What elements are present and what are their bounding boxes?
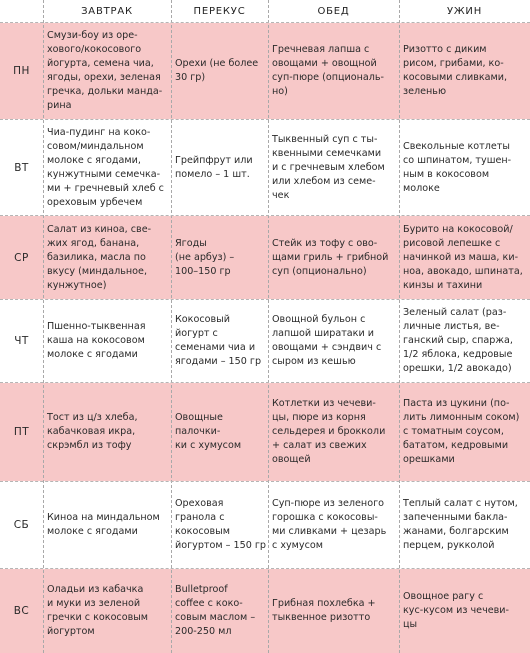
dinner-cell: Ризотто с диким рисом, грибами, ко- косовыми сливками, зеленью	[403, 44, 508, 97]
breakfast-cell: Оладьи из кабачка и муки из зеленой гречки с кокосовым йогуртом	[47, 584, 149, 637]
row-divider	[0, 299, 530, 300]
table-header	[0, 0, 530, 22]
header-dinner: УЖИН	[446, 5, 483, 17]
day-label: ПН	[13, 65, 30, 77]
table-row	[0, 383, 530, 481]
table-row	[0, 216, 530, 299]
dinner-cell: Бурито на кокосовой/ рисовой лепешке с начинкой из маша, ки- ноа, авокадо, шпината, кинзы и тахини	[403, 223, 523, 291]
table-row	[0, 300, 530, 382]
dinner-cell: Паста из цукини (по- лить лимонным соком) с томатным соусом, бататом, кедровыми орешками	[403, 398, 520, 465]
header-day	[0, 0, 43, 22]
snack-cell: Ягоды (не арбуз) – 100–150 гр	[175, 237, 235, 277]
day-label: ПТ	[13, 426, 30, 438]
dinner-cell: Теплый салат с нутом, запеченными бакла- жанами, болгарским перцем, рукколой	[403, 498, 518, 551]
table-row	[0, 23, 530, 119]
table-row	[0, 482, 530, 568]
lunch-cell: Суп-пюре из зеленого горошка с кокосовы- ми сливками + цезарь с хумусом	[272, 498, 387, 551]
row-divider	[0, 382, 530, 383]
row-divider	[0, 481, 530, 482]
row-divider	[0, 215, 530, 216]
breakfast-cell: Смузи-боу из оре- хового/кокосового йогурта, семена чиа, ягоды, орехи, зеленая гречка, дольки манда- рина	[47, 30, 163, 111]
column-divider	[399, 0, 400, 653]
breakfast-cell: Пшенно-тыквенная каша на кокосовом молоке с ягодами	[47, 321, 146, 360]
day-label: СР	[14, 251, 29, 264]
day-label: СБ	[13, 519, 30, 531]
row-divider	[0, 119, 530, 120]
breakfast-cell: Киноа на миндальном молоке с ягодами	[47, 512, 160, 537]
column-divider	[268, 0, 269, 653]
lunch-cell: Грибная похлебка + тыквенное ризотто	[272, 598, 376, 623]
day-label: ВС	[13, 605, 30, 617]
column-divider	[43, 0, 44, 653]
table-row	[0, 569, 530, 653]
header-lunch: ОБЕД	[317, 5, 350, 17]
dinner-cell: Овощное рагу с кус-кусом из чечеви- цы	[403, 591, 509, 630]
breakfast-cell: Тост из ц/з хлеба, кабачковая икра, скрэмбл из тофу	[47, 412, 138, 451]
lunch-cell: Котлетки из чечеви- цы, пюре из корня сельдерея и брокколи + салат из свежих овощей	[272, 398, 386, 465]
row-divider	[0, 22, 530, 23]
breakfast-cell: Чиа-пудинг на коко- совом/миндальном молоке с ягодами, кунжутными семечка- ми + гречневый хлеб с ореховым урбечем	[47, 126, 164, 208]
lunch-cell: Тыквенный суп с ты- квенными семечками и с гречневым хлебом или хлебом из семе- чек	[272, 133, 385, 201]
column-divider	[171, 0, 172, 653]
snack-cell: Bulletproof coffee с коко- совым маслом – 200-250 мл	[175, 584, 256, 637]
row-divider	[0, 568, 530, 569]
lunch-cell: Овощной бульон с лапшой ширатаки и овощами + сэндвич с сыром из кешью	[272, 314, 382, 367]
snack-cell: Грейпфрут или помело – 1 шт.	[175, 154, 253, 180]
header-breakfast: ЗАВТРАК	[81, 5, 133, 17]
lunch-cell: Стейк из тофу с ово- щами гриль + грибной суп (опционально)	[272, 237, 389, 277]
snack-cell: Орехи (не более 30 гр)	[175, 58, 259, 83]
day-label: ЧТ	[14, 335, 29, 347]
breakfast-cell: Салат из киноа, све- жих ягод, банана, базилика, масла по вкусу (миндальное, кунжутное)	[47, 223, 152, 291]
lunch-cell: Гречневая лапша с овощами + овощной суп-пюре (опциональ- но)	[272, 44, 384, 97]
dinner-cell: Свекольные котлеты со шпинатом, тушен- ным в кокосовом молоке	[403, 140, 512, 194]
snack-cell: Ореховая гранола с кокосовым йогуртом – 150 гр	[175, 498, 266, 551]
table-row	[0, 120, 530, 215]
snack-cell: Овощные палочки- ки с хумусом	[175, 412, 242, 451]
header-snack: ПЕРЕКУС	[193, 5, 246, 17]
dinner-cell: Зеленый салат (раз- личные листья, ве- ганский сыр, спаржа, 1/2 яблока, кедровые орешки, 1/2 авокадо)	[403, 307, 513, 374]
day-label: ВТ	[14, 161, 29, 174]
snack-cell: Кокосовый йогурт с семенами чиа и ягодами – 150 гр	[175, 314, 262, 367]
